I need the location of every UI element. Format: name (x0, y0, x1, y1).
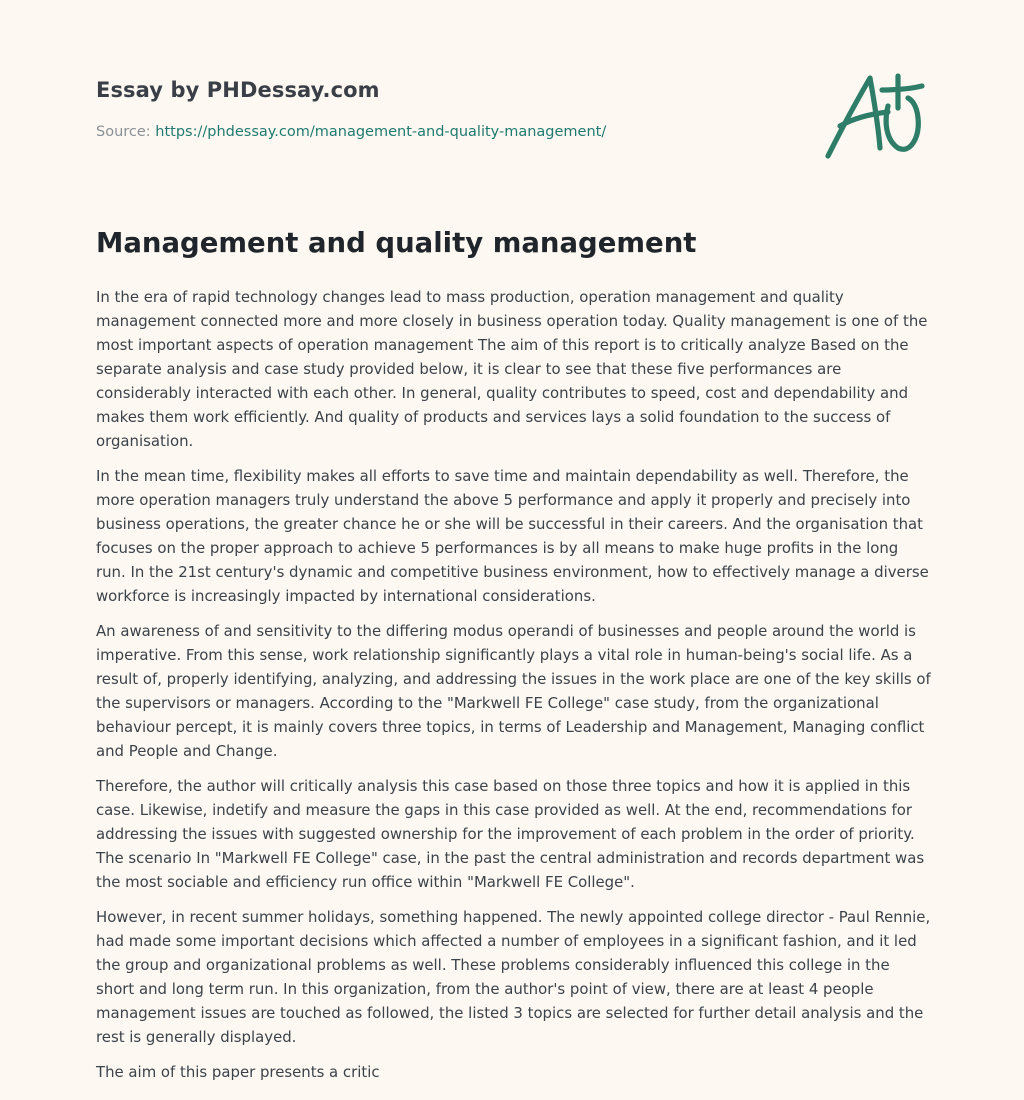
essay-paragraph: In the era of rapid technology changes lead to mass production, operation management and quality management connected more and more closely in business operation today. Quality management is one of the most important aspects of operation management The aim of this report is to critically analyze Based on the separate analysis and case study provided below, it is clear to see that these five performances are considerably interacted with each other. In general, quality contributes to speed, cost and dependability and makes them work efficiently. And quality of products and services lays a solid foundation to the success of organisation. (96, 288, 928, 450)
essay-body (96, 285, 931, 1095)
essay-paragraph: The aim of this paper presents a critic (96, 1063, 380, 1081)
essay-paragraph: However, in recent summer holidays, something happened. The newly appointed college director - Paul Rennie, had made some important decisions which affected a number of employees in a significant fashion, and it led the group and organizational problems as well. These problems considerably influenced this college in the short and long term run. In this organization, from the author's point of view, there are at least 4 people management issues are touched as followed, the listed 3 topics are selected for further detail analysis and the rest is generally displayed. (96, 908, 931, 1046)
source-label: Source: (96, 124, 151, 140)
essay-title: Management and quality management (96, 227, 697, 259)
essay-paragraph: An awareness of and sensitivity to the differing modus operandi of businesses and people around the world is imperative. From this sense, work relationship significantly plays a vital role in human-being's social life. As a result of, properly identifying, analyzing, and addressing the issues in the work place are one of the key skills of the supervisors or managers. According to the "Markwell FE College" case study, from the organizational behaviour percept, it is mainly covers three topics, in terms of Leadership and Management, Managing conflict and People and Change. (96, 622, 931, 760)
essay-page (96, 0, 931, 1100)
source-line (96, 124, 606, 140)
page-header (96, 74, 931, 184)
site-title: Essay by PHDessay.com (96, 78, 380, 102)
essay-paragraph: In the mean time, flexibility makes all efforts to save time and maintain dependability as well. Therefore, the more operation managers truly understand the above 5 performance and apply it properly and precisely into business operations, the greater chance he or she will be successful in their careers. And the organisation that focuses on the proper approach to achieve 5 performances is by all means to make huge profits in the long run. In the 21st century's dynamic and competitive business environment, how to effectively manage a diverse workforce is increasingly impacted by international considerations. (96, 467, 929, 605)
a-plus-logo-icon (822, 68, 926, 162)
essay-paragraph: Therefore, the author will critically analysis this case based on those three topics and how it is applied in this case. Likewise, indetify and measure the gaps in this case provided as well. At the end, recommendations for addressing the issues with suggested ownership for the improvement of each problem in the order of priority. The scenario In "Markwell FE College" case, in the past the central administration and records department was the most sociable and efficiency run office within "Markwell FE College". (96, 777, 925, 891)
source-link[interactable]: https://phdessay.com/management-and-quality-management/ (155, 124, 607, 140)
